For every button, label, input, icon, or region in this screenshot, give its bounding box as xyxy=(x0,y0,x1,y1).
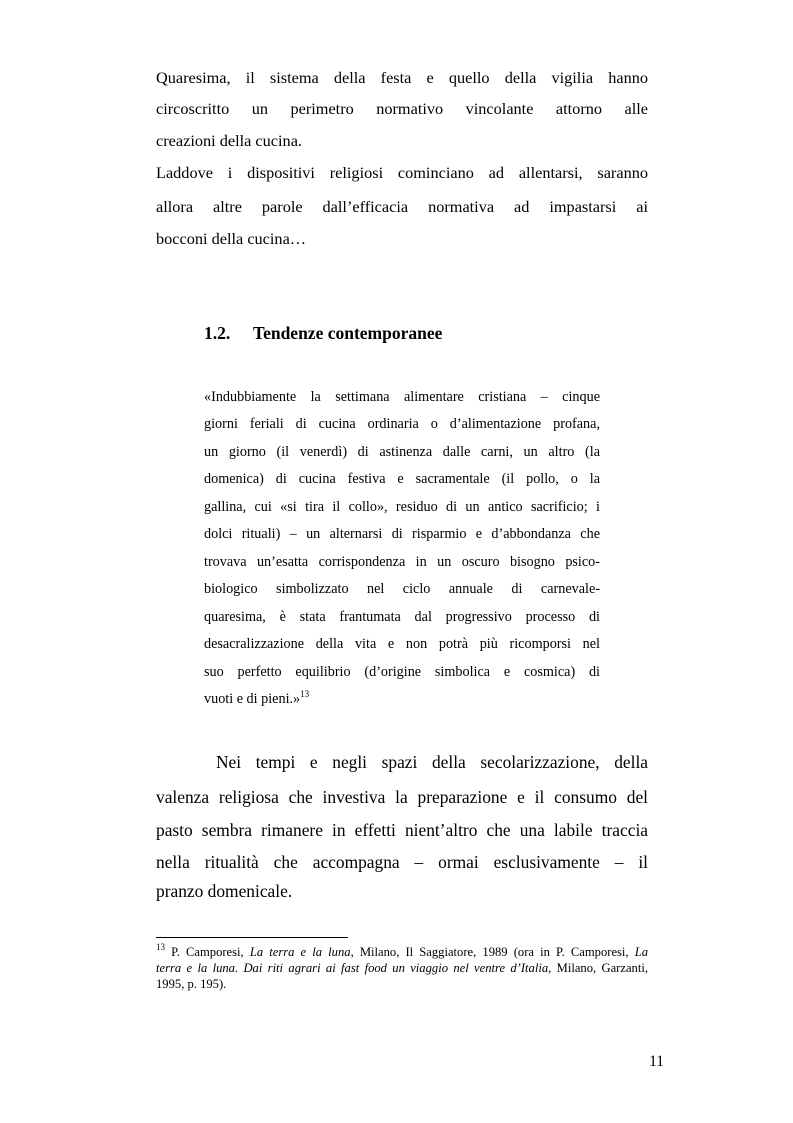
footnote-text: , Milano, Garzanti, xyxy=(548,961,648,975)
footnote-line xyxy=(156,960,648,976)
body-text-line: allora altre parole dall’efficacia normativa ad impastarsi ai xyxy=(156,197,648,216)
quote-line: vuoti e di pieni.» xyxy=(204,691,301,707)
quote-line: giorni feriali di cucina ordinaria o d’alimentazione profana, xyxy=(204,416,600,432)
body-text-line: circoscritto un perimetro normativo vincolante attorno alle xyxy=(156,99,648,118)
footnote-marker: 13 xyxy=(156,942,165,952)
footnote-divider xyxy=(156,937,348,938)
quote-line: dolci rituali) – un alternarsi di risparmio e d’abbondanza che xyxy=(204,526,600,542)
footnote-book-title: La terra e la luna xyxy=(249,945,351,959)
paragraph-line: pranzo domenicale. xyxy=(156,881,293,901)
section-title: Tendenze contemporanee xyxy=(253,323,443,343)
quote-line: «Indubbiamente la settimana alimentare cristiana – cinque xyxy=(204,389,600,405)
paragraph-line: pasto sembra rimanere in effetti nient’altro che una labile traccia xyxy=(156,820,648,840)
quote-line: domenica) di cucina festiva e sacramentale (il pollo, o la xyxy=(204,471,600,487)
body-text-line: creazioni della cucina. xyxy=(156,131,302,150)
page-number: 11 xyxy=(649,1053,664,1070)
paragraph-line: nella ritualità che accompagna – ormai esclusivamente – il xyxy=(156,852,648,872)
quote-last-line xyxy=(204,690,600,708)
quote-line: quaresima, è stata frantumata dal progressivo processo di xyxy=(204,609,600,625)
body-text-line: Quaresima, il sistema della festa e quello della vigilia hanno xyxy=(156,68,648,87)
body-text-line: bocconi della cucina… xyxy=(156,229,307,248)
footnote-line: 1995, p. 195). xyxy=(156,977,227,991)
footnote-reference[interactable]: 13 xyxy=(300,689,310,699)
quote-line: biologico simbolizzato nel ciclo annuale di carnevale- xyxy=(204,581,600,597)
footnote-book-title: terra e la luna. Dai riti agrari ai fast food un viaggio nel ventre d’Italia xyxy=(156,961,549,975)
footnote-line xyxy=(156,944,648,960)
body-text-line: Laddove i dispositivi religiosi cominciano ad allentarsi, saranno xyxy=(156,163,648,182)
paragraph-line: Nei tempi e negli spazi della secolarizzazione, della xyxy=(216,752,648,772)
quote-line: gallina, cui «si tira il collo», residuo di un antico sacrificio; i xyxy=(204,499,600,515)
footnote-book-title: La xyxy=(634,945,649,959)
footnote-text: , Milano, Il Saggiatore, 1989 (ora in P. Camporesi, xyxy=(350,945,635,959)
section-number: 1.2. xyxy=(204,323,231,343)
quote-line: suo perfetto equilibrio (d’origine simbolica e cosmica) di xyxy=(204,664,600,680)
paragraph-line: valenza religiosa che investiva la preparazione e il consumo del xyxy=(156,787,648,807)
section-heading xyxy=(204,323,442,344)
quote-line: trovava un’esatta corrispondenza in un oscuro bisogno psico- xyxy=(204,554,600,570)
footnote-text: P. Camporesi, xyxy=(165,945,250,959)
quote-line: desacralizzazione della vita e non potrà più ricomporsi nel xyxy=(204,636,600,652)
quote-line: un giorno (il venerdì) di astinenza dalle carni, un altro (la xyxy=(204,444,600,460)
